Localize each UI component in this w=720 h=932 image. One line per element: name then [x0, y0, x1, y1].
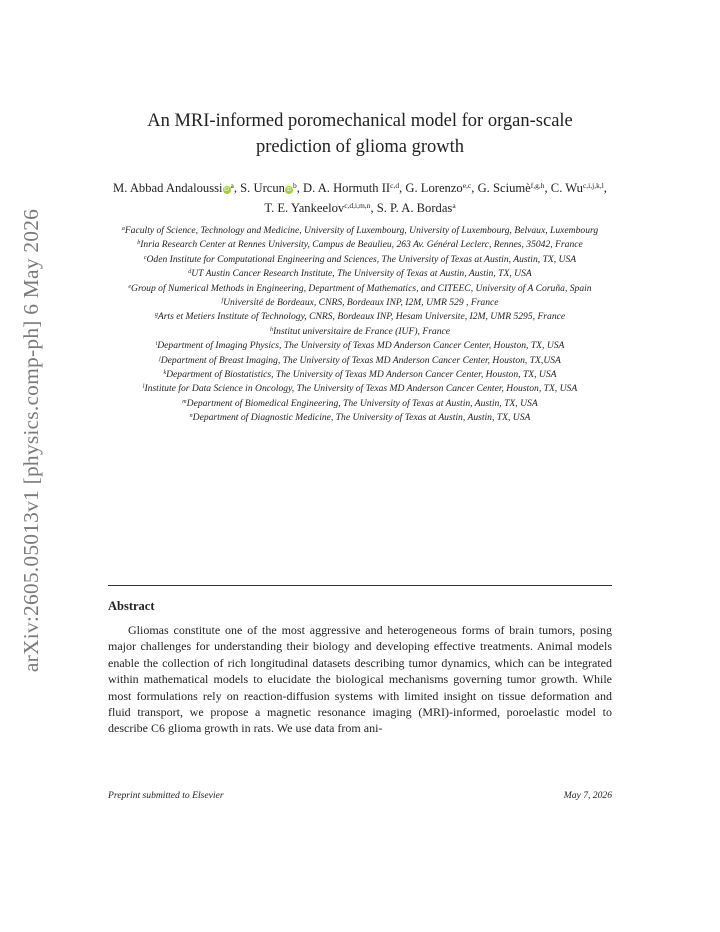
author [405, 181, 471, 195]
affiliation-text: Department of Breast Imaging, The University of Texas MD Anderson Cancer Center, Houston, TX,USA [160, 354, 561, 366]
author-affiliation-marker: e,c [462, 181, 472, 190]
affiliation-text: Institut universitaire de France (IUF), France [272, 325, 451, 337]
author-affiliation-marker: c,d [390, 181, 400, 190]
arxiv-id: arXiv:2605.05013v1 [physics.comp-ph] 6 May 2026 [19, 208, 44, 672]
affiliation-item [108, 367, 612, 381]
affiliation-list [108, 223, 612, 425]
title-line-1: An MRI-informed poromechanical model for organ-scale [147, 111, 573, 131]
author-name: S. Urcun [240, 181, 285, 195]
affiliation-text: Department of Imaging Physics, The University of Texas MD Anderson Cancer Center, Houston, TX, USA [157, 340, 565, 352]
author-name: T. E. Yankeelov [264, 201, 345, 215]
author-name: C. Wu [550, 181, 583, 195]
affiliation-item [108, 410, 612, 424]
affiliation-item [108, 223, 612, 237]
affiliation-item [108, 252, 612, 266]
footer-preprint-note: Preprint submitted to Elsevier [108, 790, 224, 801]
author-name: G. Sciumè [477, 181, 531, 195]
author-name: D. A. Hormuth II [303, 181, 391, 195]
affiliation-key: a [121, 226, 125, 232]
affiliation-item [108, 324, 612, 338]
author [113, 181, 234, 195]
author-list: M. Abbad Andaloussi iD $^a$, S. Urcun iD $^b$, D. A. Hormuth II$^{c,d}$, G. Lorenzo$^{e,c}$, G. Sciumè$^{f,g,h}$, C. Wu$^{c,i,j,k,l}$, T. E. Yankeelov$^{c,d,i,m,n}$, S. P. A. Bordas$^a$ [113, 181, 607, 215]
affiliation-key: e [128, 283, 132, 290]
affiliation-key: c [143, 254, 147, 261]
affiliation-key: b [137, 240, 141, 247]
orcid-icon[interactable]: iD [224, 187, 229, 193]
affiliation-item [108, 237, 612, 251]
affiliation-item [108, 353, 612, 367]
affiliation-key: f [221, 298, 224, 305]
affiliation-item [108, 396, 612, 410]
author-affiliation-marker: a [230, 181, 234, 190]
affiliation-text: Inria Research Center at Rennes University, Campus de Beaulieu, 263 Av. Général Leclerc, Rennes, 35042, France [140, 239, 583, 251]
affiliation-text: Oden Institute for Computational Engineering and Sciences, The University of Texas at Austin, Austin, TX, USA [146, 253, 577, 265]
affiliation-key: i [155, 341, 158, 348]
footer-date: May 7, 2026 [563, 790, 612, 801]
affiliation-item [108, 338, 612, 352]
affiliation-key: l [142, 384, 145, 391]
author-affiliation-marker: c,d,i,m,n [344, 201, 371, 210]
affiliation-item [108, 281, 612, 295]
author-affiliation-marker: c,i,j,k,l [582, 181, 604, 190]
affiliation-text: Faculty of Science, Technology and Medicine, University of Luxembourg, University of Luxembourg, Belvaux, Luxembourg [124, 225, 599, 236]
author [551, 181, 604, 195]
abstract-heading: Abstract [108, 599, 155, 613]
affiliation-text: UT Austin Cancer Research Institute, The University of Texas at Austin, Austin, TX, USA [191, 268, 532, 280]
affiliation-key: h [269, 326, 273, 333]
author-affiliation-marker: a [452, 201, 456, 210]
author-name: S. P. A. Bordas [376, 201, 453, 215]
affiliation-key: j [159, 355, 161, 362]
affiliation-key: n [189, 413, 193, 420]
author [303, 181, 399, 195]
orcid-icon[interactable]: iD [286, 187, 292, 193]
affiliation-text: Department of Biostatistics, The University of Texas MD Anderson Cancer Center, Houston, TX, USA [166, 369, 557, 381]
author [478, 181, 545, 195]
paper-title [108, 108, 612, 160]
affiliation-key: d [188, 269, 192, 276]
affiliation-text: Université de Bordeaux, CNRS, Bordeaux INP, I2M, UMR 529 , France [223, 297, 499, 309]
affiliation-key: g [154, 312, 158, 319]
affiliation-text: Institute for Data Science in Oncology, The University of Texas MD Anderson Cancer Center, Houston, TX, USA [144, 383, 578, 395]
author [264, 201, 370, 215]
arxiv-stamp [12, 210, 52, 670]
author-name: G. Lorenzo [405, 181, 463, 195]
affiliation-text: Department of Biomedical Engineering, The University of Texas at Austin, Austin, TX, USA [186, 397, 538, 409]
affiliation-key: k [163, 370, 167, 377]
abstract-text: Gliomas constitute one of the most aggressive and heterogeneous forms of brain tumors, posing major challenges for understanding their biology and developing effective treatments. Animal models enable the collection of rich longitudinal datasets describing tumor dynamics, which can be integrated within mathematical models to elucidate the biological mechanisms governing tumor growth. While most formulations rely on reaction-diffusion systems with limited insight on tissue deformation and fluid transport, we propose a magnetic resonance imaging (MRI)-informed, poroelastic model to describe C6 glioma growth in rats. We use data from ani- [108, 623, 612, 736]
affiliation-item [108, 295, 612, 309]
affiliation-item [108, 266, 612, 280]
affiliation-text: Department of Diagnostic Medicine, The University of Texas at Austin, Austin, TX, USA [192, 412, 531, 424]
affiliation-text: Group of Numerical Methods in Engineering, Department of Mathematics, and CITEEC, University of A Coruña, Spain [131, 282, 592, 294]
affiliation-item [108, 381, 612, 395]
author [377, 201, 456, 215]
author-name: M. Abbad Andaloussi [113, 181, 223, 195]
author-affiliation-marker: b [292, 181, 297, 190]
author [240, 181, 297, 195]
divider [108, 585, 612, 586]
affiliation-key: m [182, 398, 187, 405]
title-line-2: prediction of glioma growth [255, 137, 465, 157]
author-affiliation-marker: f,g,h [530, 181, 545, 190]
affiliation-text: Arts et Metiers Institute of Technology, CNRS, Bordeaux INP, Hesam Universite, I2M, UMR 5295, France [157, 311, 566, 323]
affiliation-item [108, 309, 612, 323]
